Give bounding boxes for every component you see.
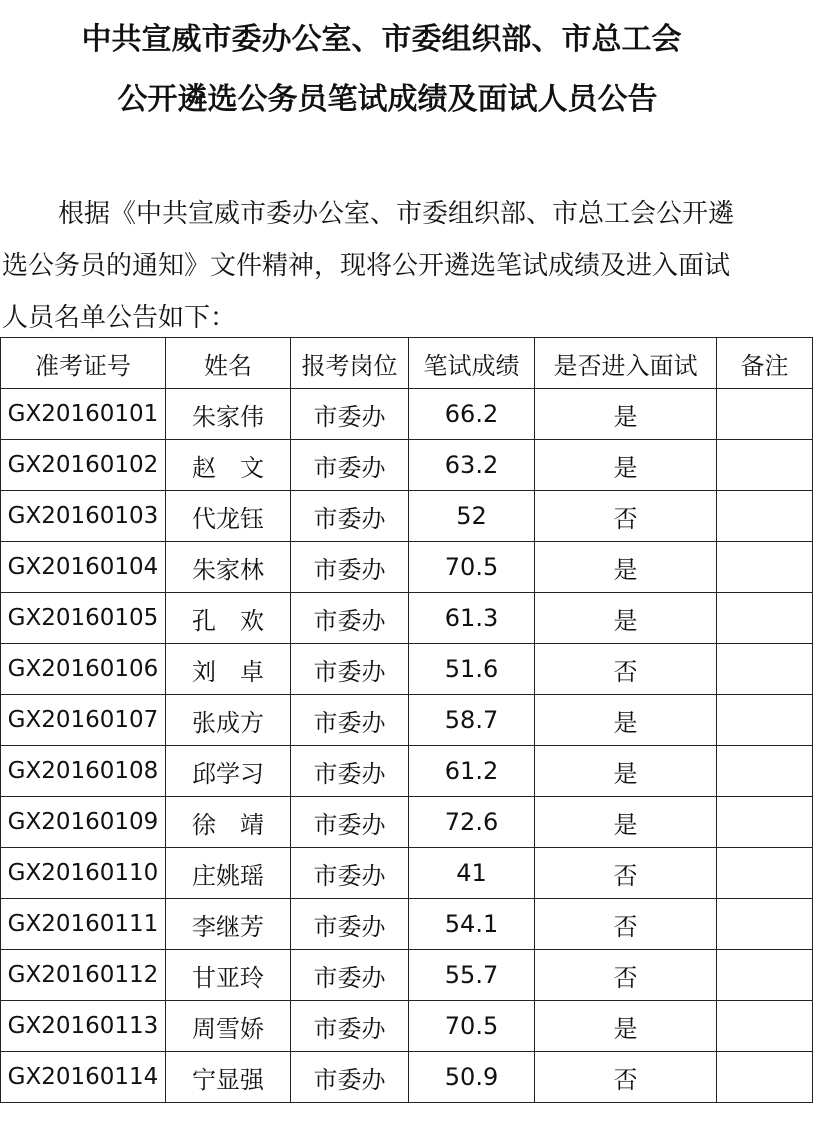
table-row — [1, 542, 813, 593]
cell-post: 市委办 — [291, 440, 409, 491]
cell-note — [717, 695, 813, 746]
table-row — [1, 1052, 813, 1103]
header-exam-id: 准考证号 — [1, 338, 166, 389]
cell-name: 徐 靖 — [166, 797, 291, 848]
table-row — [1, 389, 813, 440]
cell-post: 市委办 — [291, 644, 409, 695]
cell-note — [717, 1001, 813, 1052]
cell-post: 市委办 — [291, 797, 409, 848]
cell-note — [717, 797, 813, 848]
cell-note — [717, 950, 813, 1001]
header-interview: 是否进入面试 — [535, 338, 717, 389]
table-row — [1, 899, 813, 950]
cell-note — [717, 899, 813, 950]
intro-line-1: 根据《中共宣威市委办公室、市委组织部、市总工会公开遴 — [58, 199, 735, 229]
cell-post: 市委办 — [291, 593, 409, 644]
cell-exam-id: GX20160111 — [1, 899, 166, 950]
cell-post: 市委办 — [291, 899, 409, 950]
cell-score: 50.9 — [409, 1052, 535, 1103]
cell-note — [717, 491, 813, 542]
cell-interview: 是 — [535, 389, 717, 440]
cell-note — [717, 746, 813, 797]
cell-note — [717, 389, 813, 440]
cell-interview: 否 — [535, 950, 717, 1001]
cell-name: 邱学习 — [166, 746, 291, 797]
table-row — [1, 593, 813, 644]
table-row — [1, 644, 813, 695]
document-title-line-1: 中共宣威市委办公室、市委组织部、市总工会 — [81, 22, 682, 57]
header-note: 备注 — [717, 338, 813, 389]
cell-note — [717, 644, 813, 695]
cell-score: 72.6 — [409, 797, 535, 848]
table-row — [1, 440, 813, 491]
cell-exam-id: GX20160112 — [1, 950, 166, 1001]
cell-interview: 否 — [535, 848, 717, 899]
table-row — [1, 695, 813, 746]
cell-interview: 是 — [535, 797, 717, 848]
cell-exam-id: GX20160106 — [1, 644, 166, 695]
table-header-row — [1, 338, 813, 389]
cell-note — [717, 848, 813, 899]
intro-line-3: 人员名单公告如下： — [2, 303, 237, 333]
cell-name: 朱家林 — [166, 542, 291, 593]
cell-post: 市委办 — [291, 746, 409, 797]
cell-post: 市委办 — [291, 1001, 409, 1052]
cell-interview: 是 — [535, 593, 717, 644]
cell-interview: 否 — [535, 491, 717, 542]
cell-exam-id: GX20160107 — [1, 695, 166, 746]
cell-exam-id: GX20160104 — [1, 542, 166, 593]
table-row — [1, 1001, 813, 1052]
cell-exam-id: GX20160105 — [1, 593, 166, 644]
cell-post: 市委办 — [291, 695, 409, 746]
cell-interview: 是 — [535, 1001, 717, 1052]
cell-interview: 是 — [535, 542, 717, 593]
table-row — [1, 848, 813, 899]
cell-exam-id: GX20160109 — [1, 797, 166, 848]
cell-score: 70.5 — [409, 542, 535, 593]
cell-exam-id: GX20160102 — [1, 440, 166, 491]
cell-interview: 否 — [535, 1052, 717, 1103]
cell-post: 市委办 — [291, 542, 409, 593]
cell-name: 孔 欢 — [166, 593, 291, 644]
cell-name: 庄姚瑶 — [166, 848, 291, 899]
cell-post: 市委办 — [291, 1052, 409, 1103]
intro-line-2: 选公务员的通知》文件精神，现将公开遴选笔试成绩及进入面试 — [2, 251, 731, 281]
intro-paragraph — [0, 188, 815, 344]
cell-exam-id: GX20160114 — [1, 1052, 166, 1103]
cell-post: 市委办 — [291, 389, 409, 440]
cell-score: 63.2 — [409, 440, 535, 491]
cell-score: 51.6 — [409, 644, 535, 695]
cell-name: 周雪娇 — [166, 1001, 291, 1052]
document-title-line-2: 公开遴选公务员笔试成绩及面试人员公告 — [117, 82, 658, 117]
cell-name: 甘亚玲 — [166, 950, 291, 1001]
cell-note — [717, 593, 813, 644]
cell-exam-id: GX20160108 — [1, 746, 166, 797]
cell-interview: 否 — [535, 644, 717, 695]
cell-note — [717, 440, 813, 491]
cell-name: 刘 卓 — [166, 644, 291, 695]
cell-exam-id: GX20160110 — [1, 848, 166, 899]
table-row — [1, 950, 813, 1001]
cell-note — [717, 542, 813, 593]
table-row — [1, 797, 813, 848]
cell-score: 58.7 — [409, 695, 535, 746]
cell-interview: 是 — [535, 695, 717, 746]
cell-score: 70.5 — [409, 1001, 535, 1052]
cell-exam-id: GX20160113 — [1, 1001, 166, 1052]
cell-score: 52 — [409, 491, 535, 542]
cell-score: 61.2 — [409, 746, 535, 797]
cell-interview: 是 — [535, 440, 717, 491]
cell-note — [717, 1052, 813, 1103]
table-row — [1, 746, 813, 797]
cell-name: 张成方 — [166, 695, 291, 746]
cell-post: 市委办 — [291, 950, 409, 1001]
cell-post: 市委办 — [291, 848, 409, 899]
cell-name: 朱家伟 — [166, 389, 291, 440]
cell-name: 代龙钰 — [166, 491, 291, 542]
cell-post: 市委办 — [291, 491, 409, 542]
score-table — [0, 337, 813, 1103]
header-post: 报考岗位 — [291, 338, 409, 389]
cell-interview: 否 — [535, 899, 717, 950]
cell-exam-id: GX20160103 — [1, 491, 166, 542]
table-body — [1, 389, 813, 1103]
cell-score: 55.7 — [409, 950, 535, 1001]
header-name: 姓名 — [166, 338, 291, 389]
cell-exam-id: GX20160101 — [1, 389, 166, 440]
cell-score: 66.2 — [409, 389, 535, 440]
cell-interview: 是 — [535, 746, 717, 797]
table-row — [1, 491, 813, 542]
header-score: 笔试成绩 — [409, 338, 535, 389]
cell-name: 赵 文 — [166, 440, 291, 491]
cell-name: 宁显强 — [166, 1052, 291, 1103]
cell-name: 李继芳 — [166, 899, 291, 950]
cell-score: 61.3 — [409, 593, 535, 644]
cell-score: 54.1 — [409, 899, 535, 950]
cell-score: 41 — [409, 848, 535, 899]
